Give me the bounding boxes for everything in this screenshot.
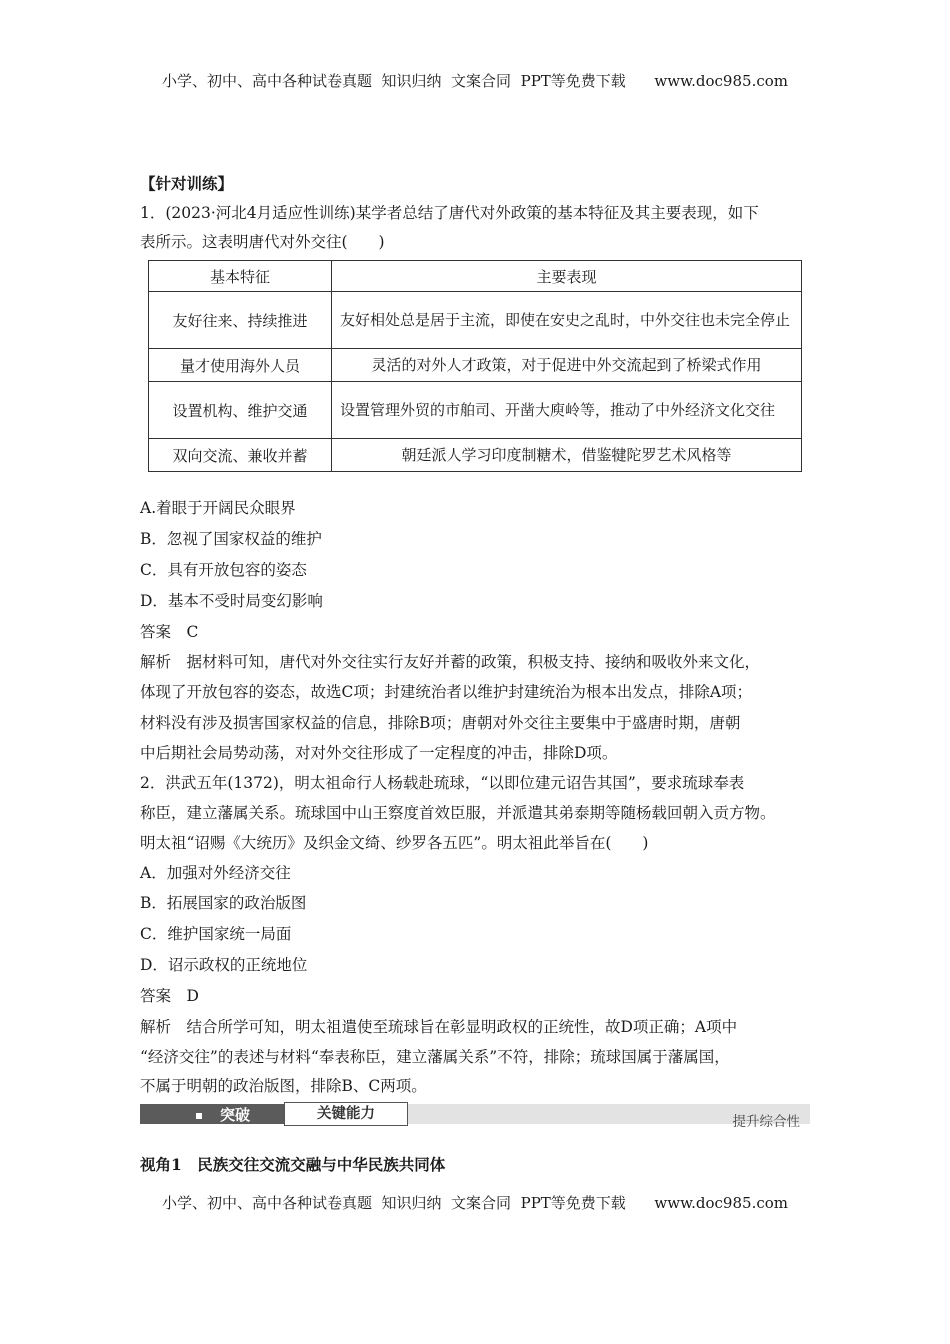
q2-option-a: A．加强对外经济交往 xyxy=(140,864,291,882)
table-cell-feature: 量才使用海外人员 xyxy=(149,349,332,382)
square-icon xyxy=(196,1113,202,1119)
table-cell-detail: 设置管理外贸的市舶司、开凿大庾岭等，推动了中外经济文化交往 xyxy=(332,382,802,439)
q1-option-a: A.着眼于开阔民众眼界 xyxy=(140,499,296,517)
q2-analysis-line: 解析 结合所学可知，明太祖遣使至琉球旨在彰显明政权的正统性，故D项正确；A项中 xyxy=(140,1018,738,1036)
q1-option-d: D．基本不受时局变幻影响 xyxy=(140,592,323,610)
page-footer: 小学、初中、高中各种试卷真题 知识归纳 文案合同 PPT等免费下载 www.doc985.com xyxy=(161,1194,788,1212)
page-header: 小学、初中、高中各种试卷真题 知识归纳 文案合同 PPT等免费下载 www.doc985.com xyxy=(161,72,788,90)
q1-analysis-line: 体现了开放包容的姿态，故选C项；封建统治者以维护封建统治为根本出发点，排除A项； xyxy=(140,683,753,701)
q1-analysis-line: 材料没有涉及损害国家权益的信息，排除B项；唐朝对外交往主要集中于盛唐时期，唐朝 xyxy=(140,714,741,732)
q2-option-d: D．诏示政权的正统地位 xyxy=(140,956,308,974)
table-row xyxy=(149,292,802,349)
q1-option-c: C．具有开放包容的姿态 xyxy=(140,561,307,579)
table-cell-feature: 设置机构、维护交通 xyxy=(149,382,332,439)
banner-box: 关键能力 xyxy=(284,1102,408,1126)
q2-option-b: B．拓展国家的政治版图 xyxy=(140,894,307,912)
section-title: 【针对训练】 xyxy=(140,174,234,193)
table-cell-detail: 友好相处总是居于主流，即使在安史之乱时，中外交往也未完全停止 xyxy=(332,292,802,349)
q1-option-b: B．忽视了国家权益的维护 xyxy=(140,530,322,548)
q1-analysis-line: 中后期社会局势动荡，对对外交往形成了一定程度的冲击，排除D项。 xyxy=(140,744,618,762)
table-cell-detail: 灵活的对外人才政策，对于促进中外交流起到了桥梁式作用 xyxy=(332,349,802,382)
features-table xyxy=(148,260,802,472)
q2-analysis-line: 不属于明朝的政治版图，排除B、C两项。 xyxy=(140,1077,427,1095)
q1-analysis-line: 解析 据材料可知，唐代对外交往实行友好并蓄的政策，积极支持、接纳和吸收外来文化， xyxy=(140,653,761,671)
banner-right-label: 提升综合性 xyxy=(732,1114,800,1130)
q1-stem-line1: 1．(2023·河北4月适应性训练)某学者总结了唐代对外政策的基本特征及其主要表现，如下 xyxy=(140,204,759,222)
table-cell-feature: 双向交流、兼收并蓄 xyxy=(149,439,332,472)
q2-answer: 答案 D xyxy=(140,987,199,1005)
perspective-title: 视角1 民族交往交流交融与中华民族共同体 xyxy=(140,1155,446,1174)
table-row xyxy=(149,349,802,382)
table-cell-detail: 朝廷派人学习印度制糖术，借鉴犍陀罗艺术风格等 xyxy=(332,439,802,472)
q2-stem-line: 称臣，建立藩属关系。琉球国中山王察度首效臣服，并派遣其弟泰期等随杨载回朝入贡方物。 xyxy=(140,804,776,822)
table-header: 主要表现 xyxy=(332,261,802,292)
q1-answer: 答案 C xyxy=(140,623,199,641)
table-row xyxy=(149,382,802,439)
banner-tab xyxy=(140,1104,284,1124)
table-header-row xyxy=(149,261,802,292)
q2-option-c: C．维护国家统一局面 xyxy=(140,925,292,943)
section-banner xyxy=(140,1102,810,1128)
q2-stem-line: 明太祖“诏赐《大统历》及织金文绮、纱罗各五匹”。明太祖此举旨在( ) xyxy=(140,834,649,852)
banner-tab-label: 突破 xyxy=(220,1106,251,1124)
table-row xyxy=(149,439,802,472)
q2-stem-line: 2．洪武五年(1372)，明太祖命行人杨载赴琉球，“以即位建元诏告其国”，要求琉球奉表 xyxy=(140,774,745,792)
table-cell-feature: 友好往来、持续推进 xyxy=(149,292,332,349)
q1-stem-line2: 表所示。这表明唐代对外交往( ) xyxy=(140,233,385,251)
q2-analysis-line: “经济交往”的表述与材料“奉表称臣，建立藩属关系”不符，排除；琉球国属于藩属国， xyxy=(140,1048,730,1066)
table-header: 基本特征 xyxy=(149,261,332,292)
